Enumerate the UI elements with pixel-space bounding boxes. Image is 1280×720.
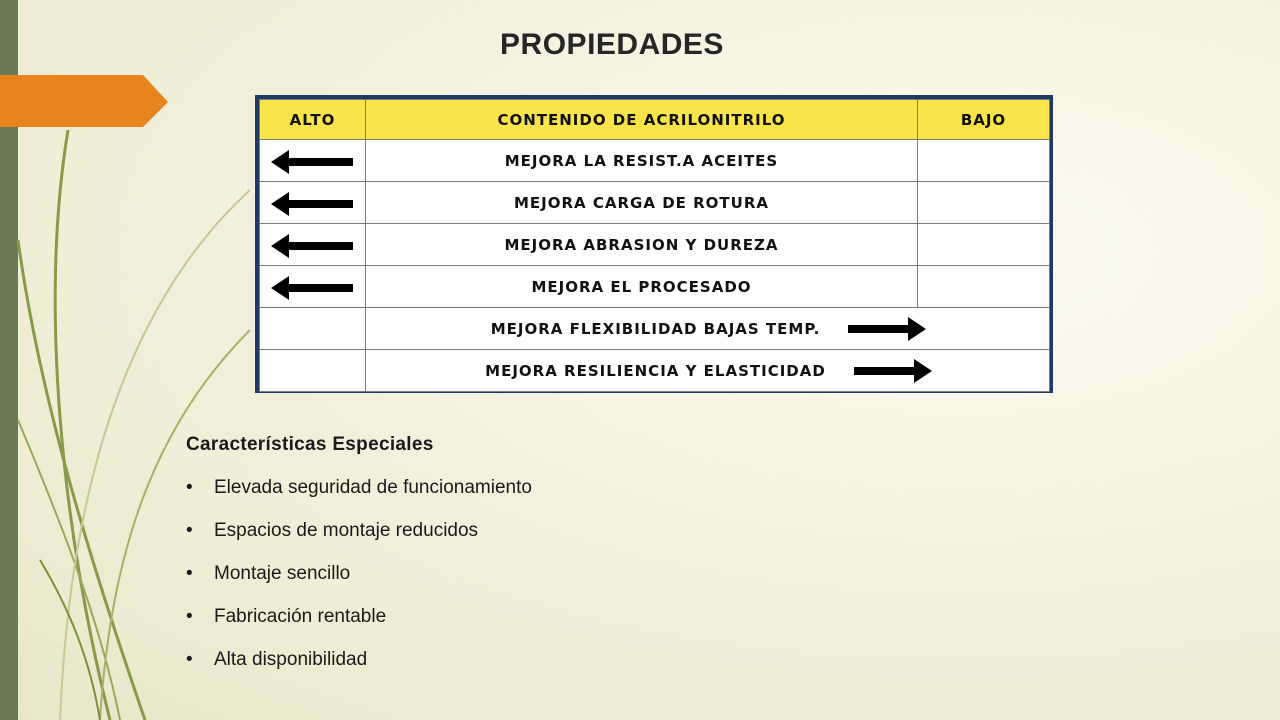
bullet-icon: • [186, 606, 193, 627]
alto-cell [260, 350, 366, 392]
alto-cell [260, 140, 366, 182]
row-label: MEJORA RESILIENCIA Y ELASTICIDAD [485, 361, 826, 380]
bajo-cell [918, 224, 1050, 266]
row-label: MEJORA CARGA DE ROTURA [366, 182, 918, 224]
row-label: MEJORA LA RESIST.A ACEITES [366, 140, 918, 182]
list-item-text: Alta disponibilidad [214, 649, 368, 670]
bajo-cell [918, 140, 1050, 182]
row-label: MEJORA EL PROCESADO [366, 266, 918, 308]
table-row [260, 308, 1050, 350]
orange-tab-shape [0, 75, 170, 129]
properties-table-frame [255, 95, 1053, 393]
arrow-left-icon [287, 284, 353, 292]
row-label-cell [366, 350, 1050, 392]
bullet-icon: • [186, 649, 193, 670]
table-row [260, 182, 1050, 224]
list-item [186, 648, 532, 691]
list-item-text: Fabricación rentable [214, 606, 387, 627]
header-bajo: BAJO [918, 100, 1050, 140]
row-label-cell [366, 308, 1050, 350]
list-item [186, 519, 532, 562]
alto-cell [260, 224, 366, 266]
list-item [186, 476, 532, 519]
arrow-left-icon [287, 200, 353, 208]
list-item [186, 605, 532, 648]
arrow-right-icon [854, 367, 916, 375]
alto-cell [260, 308, 366, 350]
features-section [186, 434, 532, 691]
page-title: PROPIEDADES [500, 28, 724, 61]
arrow-right-icon [848, 325, 910, 333]
list-item [186, 562, 532, 605]
properties-table [259, 99, 1050, 392]
features-heading: Características Especiales [186, 434, 434, 455]
alto-cell [260, 182, 366, 224]
list-item-text: Espacios de montaje reducidos [214, 520, 479, 541]
table-row [260, 140, 1050, 182]
list-item-text: Elevada seguridad de funcionamiento [214, 477, 532, 498]
table-row [260, 224, 1050, 266]
arrow-left-icon [287, 158, 353, 166]
alto-cell [260, 266, 366, 308]
bajo-cell [918, 266, 1050, 308]
features-list [186, 476, 532, 691]
bullet-icon: • [186, 477, 193, 498]
row-label: MEJORA FLEXIBILIDAD BAJAS TEMP. [490, 319, 821, 338]
arrow-left-icon [287, 242, 353, 250]
row-label: MEJORA ABRASION Y DUREZA [366, 224, 918, 266]
bullet-icon: • [186, 520, 193, 541]
bullet-icon: • [186, 563, 193, 584]
list-item-text: Montaje sencillo [214, 563, 351, 584]
header-contenido: CONTENIDO DE ACRILONITRILO [366, 100, 918, 140]
table-row [260, 350, 1050, 392]
bajo-cell [918, 182, 1050, 224]
table-row [260, 266, 1050, 308]
header-alto: ALTO [260, 100, 366, 140]
table-header-row [260, 100, 1050, 140]
